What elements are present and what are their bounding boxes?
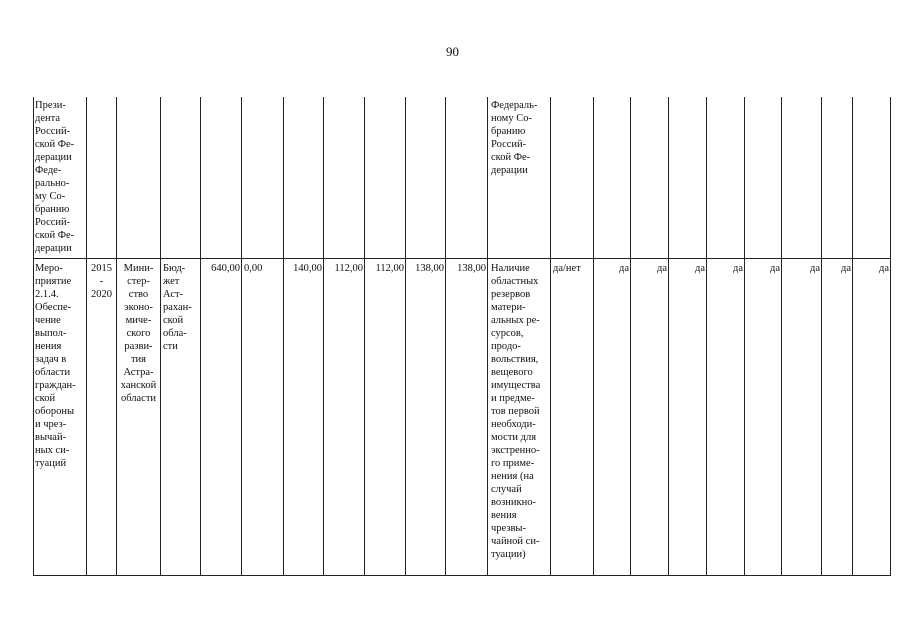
value-cell: да — [618, 263, 629, 274]
column-line — [86, 97, 87, 576]
value-cell: да — [656, 263, 667, 274]
value-cell: да — [840, 263, 851, 274]
column-line — [706, 97, 707, 576]
amount-total-cell: 640,00 — [211, 263, 240, 274]
amount-2019-cell: 138,00 — [415, 263, 444, 274]
column-line — [241, 97, 242, 576]
column-line — [283, 97, 284, 576]
amount-2018-cell: 112,00 — [375, 263, 404, 274]
column-line — [821, 97, 822, 576]
page-number: 90 — [446, 44, 459, 59]
column-line — [852, 97, 853, 576]
indicator-name-cell: Наличие областных резервов матери- альных ре- сурсов, продо- вольствия, вещевого имущества и предме- тов первой необходи- мости для экстренно- го приме- нения (на случай возникно- вения чрезвы- чайной си- туации) — [491, 263, 541, 560]
value-cell: да — [878, 263, 889, 274]
column-line — [668, 97, 669, 576]
activity-name-cell: Меро- приятие 2.1.4. Обеспе- чение выпол- нения задач в области граждан- ской обороны и чрез- вычай- ных си- туаций — [35, 263, 76, 469]
column-line — [364, 97, 365, 576]
amount-2020-cell: 138,00 — [457, 263, 486, 274]
column-line — [593, 97, 594, 576]
column-line — [890, 97, 891, 576]
amount-2015-cell: 0,00 — [244, 263, 263, 274]
value-cell: да — [694, 263, 705, 274]
column-line — [160, 97, 161, 576]
amount-2017-cell: 112,00 — [334, 263, 363, 274]
amount-2016-cell: 140,00 — [293, 263, 322, 274]
column-line — [33, 97, 34, 576]
column-line — [405, 97, 406, 576]
column-line — [487, 97, 488, 576]
column-line — [445, 97, 446, 576]
top-row-recipient-cell: Прези- дента Россий- ской Фе- дерации Феде- рально- му Со- бранию Россий- ской Фе- дерации — [35, 100, 75, 254]
column-line — [781, 97, 782, 576]
top-row-indicator-cell: Федераль- ному Со- бранию Россий- ской Фе- дерации — [491, 100, 538, 176]
table-bottom-border — [33, 575, 890, 576]
column-line — [744, 97, 745, 576]
column-line — [550, 97, 551, 576]
column-line — [630, 97, 631, 576]
funding-source-cell: Бюд- жет Аст- рахан- ской обла- сти — [163, 263, 192, 352]
column-line — [323, 97, 324, 576]
row-divider — [33, 258, 890, 259]
column-line — [200, 97, 201, 576]
value-cell: да — [809, 263, 820, 274]
unit-cell: да/нет — [553, 263, 581, 274]
value-cell: да — [769, 263, 780, 274]
value-cell: да — [732, 263, 743, 274]
executor-cell: Мини- стер- ство эконо- миче- ского разви- тия Астра- ханской области — [120, 263, 157, 404]
period-cell: 2015 - 2020 — [91, 263, 112, 300]
